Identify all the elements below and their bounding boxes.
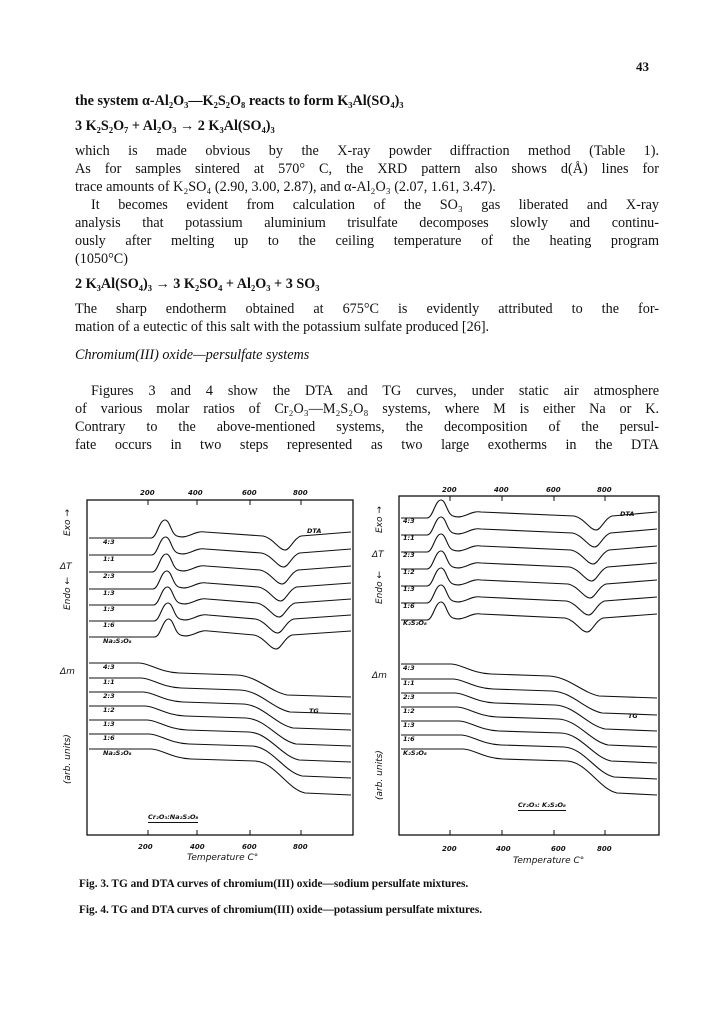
paragraph-4: [75, 382, 659, 454]
text-line: As for samples sintered at 570° C, the XRD pattern also shows d(Å) lines for: [75, 161, 659, 177]
dta-label: DTA: [307, 527, 322, 535]
delta-m-label: Δm: [372, 671, 387, 681]
top-tick: 400: [188, 489, 203, 497]
text-line: mation of a eutectic of this salt with the potassium sulfate produced [26].: [75, 319, 490, 335]
dta-ratio-label: 4:3: [103, 538, 115, 546]
system-line-prefix: the system: [75, 93, 139, 109]
tg-ratio-label: 1:6: [403, 735, 415, 743]
tg-curve: [401, 693, 657, 731]
endo-text: Endo: [63, 587, 73, 610]
dta-ratio-label: 2:3: [403, 551, 415, 559]
paragraph-1: [75, 142, 659, 196]
dta-ratio-label: 1:6: [403, 602, 415, 610]
figure-4-frame: [399, 496, 659, 835]
dta-curve: [401, 534, 657, 564]
dta-ratio-label: 1:3: [403, 585, 415, 593]
tg-ratio-label: 1:3: [403, 721, 415, 729]
dta-curve: [89, 587, 351, 617]
tg-ratio-label: 2:3: [103, 692, 115, 700]
dta-curve: [401, 602, 657, 632]
system-formula: α-Al₂O₃—K₂S₂O₈: [141, 93, 246, 109]
tg-ratio-label: Na₂S₂O₈: [103, 749, 132, 757]
bottom-tick: 200: [138, 843, 153, 851]
tg-ratio-label: 4:3: [103, 663, 115, 671]
paragraph-3: [75, 300, 659, 336]
text-line: ously after melting up to the ceiling temperature of the heating program: [75, 233, 659, 249]
equation-1: 3 K₂S₂O₇ + Al₂O₃ → 2 K₃Al(SO₄)₃: [75, 118, 275, 134]
page-number: 43: [636, 59, 649, 74]
tg-ratio-label: 1:3: [103, 720, 115, 728]
top-tick: 800: [293, 489, 308, 497]
bottom-tick: 400: [190, 843, 205, 851]
tg-ratio-label: 1:2: [103, 706, 115, 714]
dta-ratio-label: 1:1: [403, 534, 415, 542]
dta-ratio-label: 1:3: [103, 589, 115, 597]
figure-3-tg-curves: [89, 663, 351, 795]
top-tick: 200: [140, 489, 155, 497]
dta-curve: [401, 568, 657, 598]
figure-4-dta-curves: [401, 500, 657, 632]
tg-ratio-label: 1:1: [403, 679, 415, 687]
paragraph-2: [75, 196, 659, 268]
figure-3: [60, 478, 360, 868]
text-line: Figures 3 and 4 show the DTA and TG curves, under static air atmosphere: [91, 383, 659, 399]
tg-ratio-label: 1:2: [403, 707, 415, 715]
text-line: which is made obvious by the X-ray powder diffraction method (Table 1).: [75, 143, 659, 159]
bottom-tick: 600: [242, 843, 257, 851]
tg-curve: [401, 749, 657, 795]
system-label: Cr₂O₃:Na₂S₂O₈: [148, 813, 199, 821]
tg-ratio-label: 2:3: [403, 693, 415, 701]
bottom-tick: 200: [442, 845, 457, 853]
top-tick: 400: [494, 486, 509, 494]
figure-3-caption: Fig. 3. TG and DTA curves of chromium(III) oxide—sodium persulfate mixtures.: [79, 878, 469, 890]
dta-ratio-label: Na₂S₂O₈: [103, 637, 132, 645]
dta-label: DTA: [620, 510, 635, 518]
tg-curve: [401, 707, 657, 747]
tg-ratio-label: K₂S₂O₈: [403, 749, 427, 757]
tg-curve: [401, 721, 657, 763]
bottom-tick: 600: [551, 845, 566, 853]
dta-curve: [401, 500, 657, 530]
x-axis-label: Temperature C°: [513, 856, 585, 866]
delta-t-label: ΔT: [60, 562, 72, 572]
exo-label: Exo →: [63, 509, 73, 536]
bottom-tick: 400: [496, 845, 511, 853]
system-line-suffix: reacts to form K₃Al(SO₄)₃: [248, 93, 404, 109]
top-tick: 600: [546, 486, 561, 494]
text-line: Contrary to the above-mentioned systems, the decomposition of the persul-: [75, 419, 659, 435]
dta-curve: [401, 551, 657, 581]
top-tick: 200: [442, 486, 457, 494]
exo-text: Exo: [63, 519, 73, 536]
x-axis-label: Temperature C°: [187, 853, 259, 863]
figure-4-caption: Fig. 4. TG and DTA curves of chromium(III) oxide—potassium persulfate mixtures.: [79, 904, 483, 916]
endo-text: Endo: [375, 581, 385, 604]
dta-ratio-label: K₂S₂O₈: [403, 619, 427, 627]
tg-ratio-label: 1:6: [103, 734, 115, 742]
dta-curve: [89, 537, 351, 567]
text-line: (1050°C): [75, 251, 128, 267]
dta-curve: [89, 520, 351, 550]
text-line: It becomes evident from calculation of the SO₃ gas liberated and X-ray: [91, 197, 659, 213]
delta-m-label: Δm: [60, 667, 75, 677]
section-heading: Chromium(III) oxide—persulfate systems: [75, 347, 310, 363]
dta-ratio-label: 1:1: [103, 555, 115, 563]
dta-ratio-label: 2:3: [103, 572, 115, 580]
text-line: fate occurs in two steps represented as two large exotherms in the DTA: [75, 437, 659, 453]
system-label: Cr₂O₃: K₂S₂O₈: [518, 801, 566, 809]
dta-curve: [89, 554, 351, 584]
dta-ratio-label: 1:3: [103, 605, 115, 613]
text-line: The sharp endotherm obtained at 675°C is evidently attributed to the for-: [75, 301, 659, 317]
bottom-tick: 800: [597, 845, 612, 853]
equation-2: 2 K₃Al(SO₄)₃ → 3 K₂SO₄ + Al₂O₃ + 3 SO₃: [75, 276, 320, 292]
tg-ratio-label: 1:1: [103, 678, 115, 686]
dta-ratio-label: 1:2: [403, 568, 415, 576]
body-text: [75, 92, 659, 454]
figure-4-tg-curves: [401, 664, 657, 795]
system-line: [75, 92, 659, 110]
top-tick: 800: [597, 486, 612, 494]
dta-curve: [89, 603, 351, 633]
plot-frame: [399, 496, 659, 835]
figure-3-dta-curves: [89, 520, 351, 649]
arb-units-label: (arb. units): [63, 734, 73, 784]
figure-3-plot: [60, 478, 360, 868]
exo-label: Exo →: [375, 506, 385, 533]
bottom-tick: 800: [293, 843, 308, 851]
figure-4: [366, 478, 666, 868]
tg-ratio-label: 4:3: [403, 664, 415, 672]
tg-label: TG: [628, 712, 638, 720]
dta-curve: [401, 585, 657, 615]
dta-curve: [401, 517, 657, 547]
top-tick: 600: [242, 489, 257, 497]
text-line: analysis that potassium aluminium trisulfate decomposes slowly and continu-: [75, 215, 659, 231]
endo-label: Endo ←: [63, 576, 73, 610]
delta-t-label: ΔT: [372, 550, 384, 560]
arb-units-label: (arb. units): [375, 750, 385, 800]
exo-text: Exo: [375, 516, 385, 533]
text-line: of various molar ratios of Cr₂O₃—M₂S₂O₈ systems, where M is either Na or K.: [75, 401, 659, 417]
dta-ratio-label: 4:3: [403, 517, 415, 525]
tg-label: TG: [309, 707, 319, 715]
dta-curve: [89, 571, 351, 601]
dta-ratio-label: 1:6: [103, 621, 115, 629]
endo-label: Endo ←: [375, 570, 385, 604]
text-line: trace amounts of K₂SO₄ (2.90, 3.00, 2.87), and α-Al₂O₃ (2.07, 1.61, 3.47).: [75, 179, 496, 195]
tg-curve: [401, 735, 657, 779]
